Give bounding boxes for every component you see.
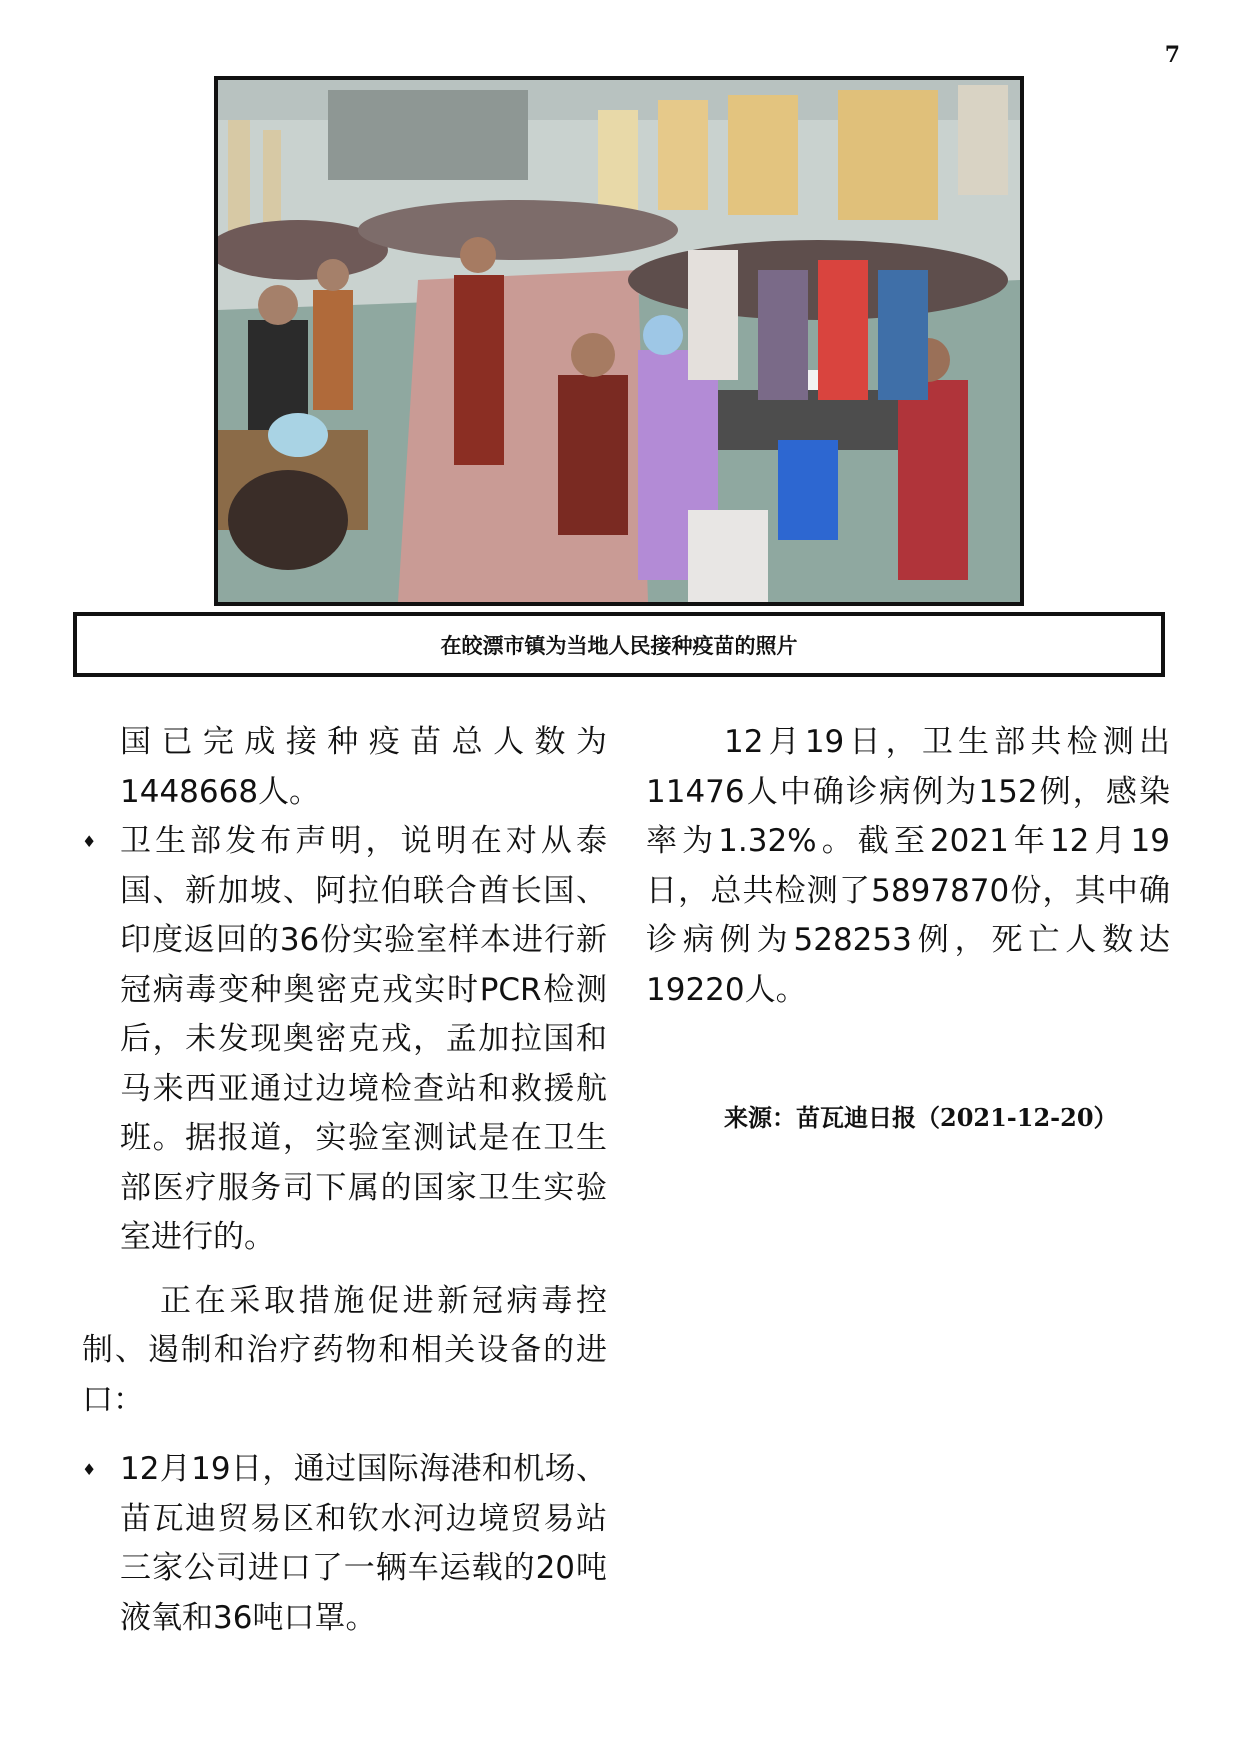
right-column: [646, 718, 1170, 1015]
source-citation: 来源：苗瓦迪日报（2021-12-20）: [724, 1103, 1118, 1132]
photo-caption: 在皎漂市镇为当地人民接种疫苗的照片: [440, 632, 798, 658]
page-number: 7: [1164, 42, 1180, 68]
bullet-diamond-icon: ♦: [82, 1460, 97, 1479]
bullet-text: 卫生部发布声明，说明在对从泰国、新加坡、阿拉伯联合酋长国、印度返回的36份实验室样本进行新冠病毒变种奥密克戎实时PCR检测后，未发现奥密克戎，孟加拉国和马来西亚通过边境检查站和救援航班。据报道，实验室测试是在卫生部医疗服务司下属的国家卫生实验室进行的。: [120, 823, 607, 1255]
bullet-diamond-icon: ♦: [82, 832, 97, 851]
photo-caption-box: [73, 612, 1165, 677]
photo-illustration: [218, 80, 1020, 602]
body-paragraph: 12月19日，卫生部共检测出11476人中确诊病例为152例，感染率为1.32%。截至2021年12月19日，总共检测了5897870份，其中确诊病例为528253例，死亡人数达19220人。: [646, 724, 1170, 1008]
list-item: [82, 1445, 607, 1643]
continued-text: 国已完成接种疫苗总人数为1448668人。: [120, 724, 607, 810]
left-column: [82, 718, 607, 1643]
body-paragraph: 正在采取措施促进新冠病毒控制、遏制和治疗药物和相关设备的进口：: [82, 1282, 607, 1418]
list-item: [82, 817, 607, 1263]
vaccination-photo: [214, 76, 1024, 606]
bullet-text: 12月19日，通过国际海港和机场、苗瓦迪贸易区和钦水河边境贸易站三家公司进口了一辆车运载的20吨液氧和36吨口罩。: [120, 1451, 607, 1636]
